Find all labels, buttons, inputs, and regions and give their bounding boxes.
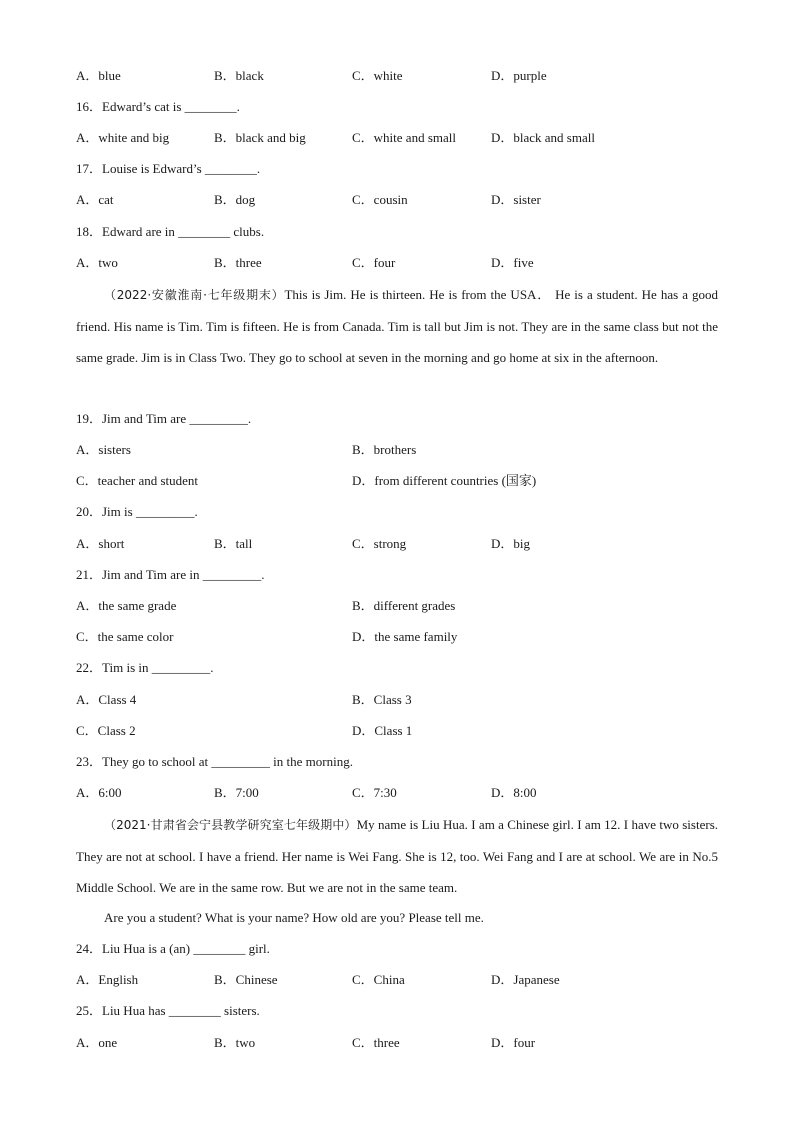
option-b: B．black xyxy=(214,68,264,83)
question-text: 16．Edward’s cat is ________. xyxy=(76,99,240,114)
reading-passage-1 xyxy=(76,279,718,373)
option-a: A．English xyxy=(76,972,139,987)
option-b: B．Class 3 xyxy=(352,692,412,707)
passage-text-2: Are you a student? What is your name? How old are you? Please tell me. xyxy=(104,910,484,925)
option-a: A．the same grade xyxy=(76,598,177,613)
option-d: D．8:00 xyxy=(491,785,537,800)
reading-passage-2-extra xyxy=(76,902,718,933)
option-a: A．white and big xyxy=(76,130,170,145)
option-d: D．four xyxy=(491,1035,536,1050)
option-c: C．white and small xyxy=(352,130,456,145)
option-b: B．different grades xyxy=(352,598,456,613)
option-b: B．two xyxy=(214,1035,256,1050)
option-b: B．7:00 xyxy=(214,785,259,800)
option-c: C．7:30 xyxy=(352,785,397,800)
option-b: B．three xyxy=(214,255,262,270)
option-a: A．one xyxy=(76,1035,118,1050)
option-c: C．China xyxy=(352,972,405,987)
passage-source: （2022·安徽淮南·七年级期末） xyxy=(104,288,285,302)
option-a: A．6:00 xyxy=(76,785,122,800)
question-text: 19．Jim and Tim are _________. xyxy=(76,411,252,426)
option-d: D．five xyxy=(491,255,534,270)
option-b: B．dog xyxy=(214,192,256,207)
option-a: A．blue xyxy=(76,68,121,83)
question-text: 21．Jim and Tim are in _________. xyxy=(76,567,265,582)
option-c: C．cousin xyxy=(352,192,408,207)
option-c: C．strong xyxy=(352,536,407,551)
option-c: C．white xyxy=(352,68,403,83)
option-c: C．Class 2 xyxy=(76,723,136,738)
option-d: D．sister xyxy=(491,192,541,207)
option-c: C．teacher and student xyxy=(76,473,199,488)
option-a: A．Class 4 xyxy=(76,692,137,707)
option-d: D．big xyxy=(491,536,531,551)
passage-text: This is Jim. He is thirteen. He is from the USA． He is a student. He has a good friend. His name is Tim. Tim is fifteen. He is from Canada. Tim is tall but Jim is not. They are in the same class but not the same grade. Jim is in Class Two. They go to school at seven in the morning and go home at six in the afternoon. xyxy=(76,287,719,365)
option-b: B．tall xyxy=(214,536,253,551)
question-text: 23．They go to school at _________ in the morning. xyxy=(76,754,353,769)
option-d: D．black and small xyxy=(491,130,595,145)
option-a: A．short xyxy=(76,536,125,551)
option-d: D．from different countries (国家) xyxy=(352,473,537,488)
question-text: 18．Edward are in ________ clubs. xyxy=(76,224,265,239)
reading-passage-2 xyxy=(76,809,718,903)
option-c: C．the same color xyxy=(76,629,174,644)
question-text: 24．Liu Hua is a (an) ________ girl. xyxy=(76,941,270,956)
option-a: A．two xyxy=(76,255,118,270)
option-b: B．Chinese xyxy=(214,972,278,987)
option-d: D．Class 1 xyxy=(352,723,413,738)
question-text: 22．Tim is in _________. xyxy=(76,660,214,675)
option-a: A．cat xyxy=(76,192,114,207)
question-text: 17．Louise is Edward’s ________. xyxy=(76,161,261,176)
option-c: C．three xyxy=(352,1035,400,1050)
option-d: D．purple xyxy=(491,68,547,83)
option-c: C．four xyxy=(352,255,396,270)
option-a: A．sisters xyxy=(76,442,131,457)
question-text: 25．Liu Hua has ________ sisters. xyxy=(76,1003,260,1018)
option-b: B．brothers xyxy=(352,442,417,457)
option-d: D．the same family xyxy=(352,629,458,644)
option-b: B．black and big xyxy=(214,130,306,145)
option-d: D．Japanese xyxy=(491,972,560,987)
question-text: 20．Jim is _________. xyxy=(76,504,198,519)
passage-text: My name is Liu Hua. I am a Chinese girl. I am 12. I have two sisters. They are not at school. I have a friend. Her name is Wei Fang. She is 12, too. Wei Fang and I are at school. We are in No.5 Middle School. We are in the same row. But we are not in the same team. xyxy=(76,817,719,895)
passage-source: （2021·甘肃省会宁县教学研究室七年级期中） xyxy=(104,818,357,832)
